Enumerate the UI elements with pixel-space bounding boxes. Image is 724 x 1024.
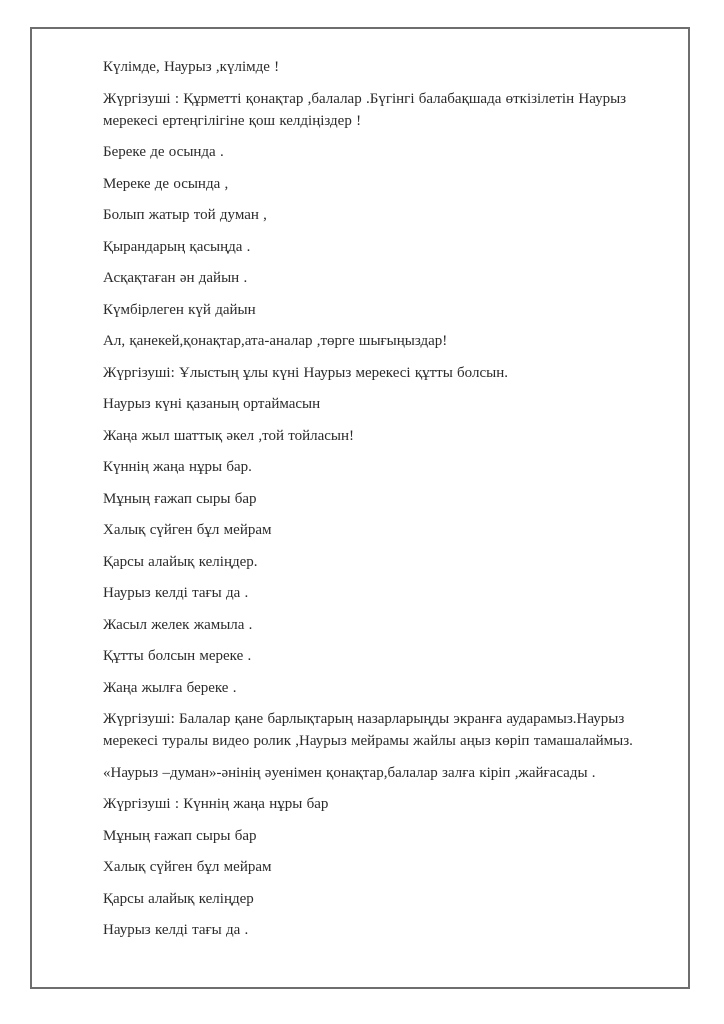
- paragraph: Күмбірлеген күй дайын: [103, 301, 256, 318]
- paragraph: Асқақтаған ән дайын .: [103, 270, 248, 286]
- paragraph: Күлімде, Наурыз ,күлімде !: [103, 59, 280, 75]
- paragraph: Жүргізуші : Күннің жаңа нұры бар: [103, 796, 329, 812]
- paragraph: Халық сүйген бұл мейрам: [103, 859, 272, 875]
- document-body: [103, 56, 648, 951]
- paragraph: Наурыз күні қазаның ортаймасын: [103, 396, 321, 412]
- paragraph: Қарсы алайық келіңдер: [103, 890, 254, 907]
- paragraph: Қарсы алайық келіңдер.: [103, 553, 258, 570]
- paragraph: Халық сүйген бұл мейрам: [103, 522, 272, 538]
- paragraph: Жасыл желек жамыла .: [103, 616, 253, 633]
- paragraph: Күннің жаңа нұры бар.: [103, 459, 252, 475]
- paragraph: Жаңа жыл шаттық әкел ,той тойласын!: [103, 427, 355, 444]
- paragraph: Жүргізуші: Ұлыстың ұлы күні Наурыз мерекесі құтты болсын.: [103, 364, 508, 381]
- paragraph: Наурыз келді тағы да .: [103, 922, 249, 938]
- paragraph: Болып жатыр той думан ,: [103, 207, 267, 223]
- paragraph: Жүргізуші: Балалар қане барлықтарың назарларыңды экранға аударамыз.Наурыз мерекесі туралы видео ролик ,Наурыз мейрамы жайлы аңыз көріп тамашалаймыз.: [103, 711, 633, 749]
- paragraph: Жаңа жылға береке .: [103, 679, 237, 696]
- paragraph: Ал, қанекей,қонақтар,ата-аналар ,төрге шығыңыздар!: [103, 333, 448, 349]
- paragraph: «Наурыз –думан»-әнінің әуенімен қонақтар,балалар залға кіріп ,жайғасады .: [103, 764, 596, 781]
- paragraph: Қырандарың қасыңда .: [103, 238, 251, 255]
- paragraph: Береке де осында .: [103, 144, 224, 160]
- paragraph: Жүргізуші : Құрметті қонақтар ,балалар .Бүгінгі балабақшада өткізілетін Наурыз мерекесі ертеңгілігіне қош келдіңіздер !: [103, 90, 627, 129]
- paragraph: Құтты болсын мереке .: [103, 648, 252, 664]
- paragraph: Мұның ғажап сыры бар: [103, 490, 257, 507]
- paragraph: Мұның ғажап сыры бар: [103, 827, 257, 844]
- paragraph: Мереке де осында ,: [103, 175, 229, 192]
- paragraph: Наурыз келді тағы да .: [103, 585, 249, 601]
